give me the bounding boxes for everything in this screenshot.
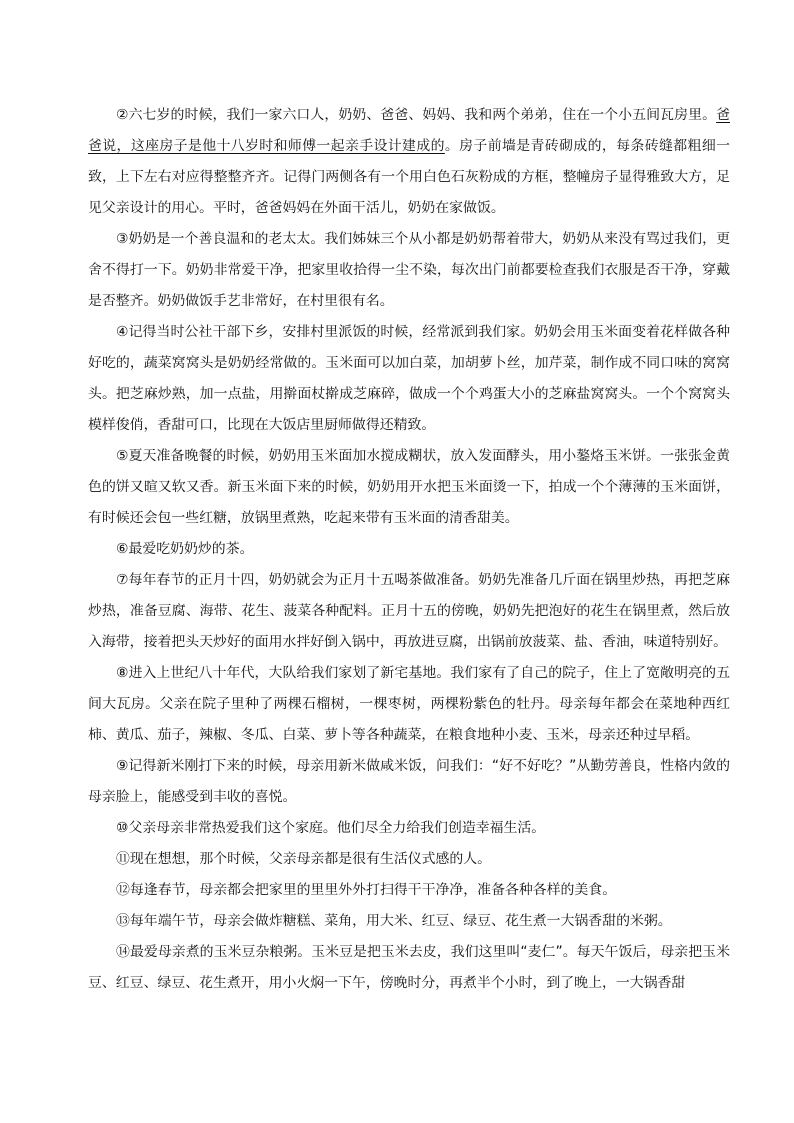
paragraph-text: 现在想想，那个时候，父亲母亲都是很有生活仪式感的人。 xyxy=(129,851,492,867)
document-body xyxy=(88,100,730,999)
paragraph-text: 。房子前墙是青砖砌成的，每条砖缝都粗细一致，上下左右对应得整整齐齐。记得门两侧各有一个用白色石灰粉成的方框，整幢房子显得雅致大方，足见父亲设计的用心。平时，爸爸妈妈在外面干活儿，奶奶在家做饭。 xyxy=(88,138,730,216)
paragraph-text: 六七岁的时候，我们一家六口人，奶奶、爸爸、妈妈、我和两个弟弟，住在一个小五间瓦房里。 xyxy=(128,107,717,123)
paragraph-14 xyxy=(88,937,730,999)
paragraph-number: ③ xyxy=(116,231,129,247)
paragraph-number: ⑨ xyxy=(116,758,129,774)
paragraph-text: 每年端午节，母亲会做炸糖糕、菜角，用大米、红豆、绿豆、花生煮一大锅香甜的米粥。 xyxy=(129,913,672,929)
paragraph-number: ⑥ xyxy=(116,541,129,557)
paragraph-6 xyxy=(88,534,730,565)
paragraph-number: ⑤ xyxy=(116,448,129,464)
paragraph-11 xyxy=(88,844,730,875)
paragraph-12 xyxy=(88,875,730,906)
paragraph-text: 记得当时公社干部下乡，安排村里派饭的时候，经常派到我们家。奶奶会用玉米面变着花样做各种好吃的，蔬菜窝窝头是奶奶经常做的。玉米面可以加白菜，加胡萝卜丝，加芹菜，制作成不同口味的窝窝头。把芝麻炒熟，加一点盐，用擀面杖擀成芝麻碎，做成一个个鸡蛋大小的芝麻盐窝窝头。一个个窝窝头模样俊俏，香甜可口，比现在大饭店里厨师做得还精致。 xyxy=(88,324,731,433)
paragraph-text: 最爱吃奶奶炒的茶。 xyxy=(128,541,254,557)
paragraph-number: ⑭ xyxy=(116,944,130,960)
paragraph-number: ④ xyxy=(116,324,129,340)
paragraph-text: 每年春节的正月十四，奶奶就会为正月十五喝茶做准备。奶奶先准备几斤面在锅里炒热，再把芝麻炒热，准备豆腐、海带、花生、菠菜各种配料。正月十五的傍晚，奶奶先把泡好的花生在锅里煮，然后放入海带，接着把头天炒好的面用水拌好倒入锅中，再放进豆腐，出锅前放菠菜、盐、香油，味道特别好。 xyxy=(88,572,731,650)
paragraph-10 xyxy=(88,813,730,844)
paragraph-5 xyxy=(88,441,730,534)
paragraph-4 xyxy=(88,317,730,441)
paragraph-13 xyxy=(88,906,730,937)
paragraph-text: 进入上世纪八十年代，大队给我们家划了新宅基地。我们家有了自己的院子，住上了宽敞明亮的五间大瓦房。父亲在院子里种了两棵石榴树，一棵枣树，两棵粉紫色的牡丹。母亲每年都会在菜地种西红柿、黄瓜、茄子，辣椒、冬瓜、白菜、萝卜等各种蔬菜，在粮食地种小麦、玉米，母亲还种过早稻。 xyxy=(88,665,731,743)
paragraph-8 xyxy=(88,658,730,751)
underlined-sentence: 爸爸说，这座房子是他十八岁时和师傅一起亲手设计建成的 xyxy=(88,107,731,154)
paragraph-text: 最爱母亲煮的玉米豆杂粮粥。玉米豆是把玉米去皮，我们这里叫“麦仁”。每天午饭后，母亲把玉米豆、红豆、绿豆、花生煮开，用小火焖一下午，傍晚时分，再煮半个小时，到了晚上，一大锅香甜 xyxy=(88,944,730,991)
paragraph-number: ⑬ xyxy=(116,913,130,929)
paragraph-text: 记得新米刚打下来的时候，母亲用新米做咸米饭，问我们：“好不好吃？”从勤劳善良，性格内敛的母亲脸上，能感受到丰收的喜悦。 xyxy=(88,758,731,805)
paragraph-text: 父亲母亲非常热爱我们这个家庭。他们尽全力给我们创造幸福生活。 xyxy=(128,820,546,836)
paragraph-3 xyxy=(88,224,730,317)
paragraph-number: ⑩ xyxy=(116,820,129,836)
paragraph-text: 奶奶是一个善良温和的老太太。我们姊妹三个从小都是奶奶帮着带大，奶奶从来没有骂过我们，更舍不得打一下。奶奶非常爱干净，把家里收拾得一尘不染，每次出门前都要检查我们衣服是否干净，穿戴是否整齐。奶奶做饭手艺非常好，在村里很有名。 xyxy=(88,231,731,309)
paragraph-number: ⑦ xyxy=(116,572,129,588)
paragraph-7 xyxy=(88,565,730,658)
paragraph-9 xyxy=(88,751,730,813)
paragraph-number: ⑧ xyxy=(116,665,129,681)
paragraph-number: ⑫ xyxy=(116,882,130,898)
paragraph-number: ② xyxy=(116,107,129,123)
paragraph-2 xyxy=(88,100,730,224)
paragraph-text: 夏天准备晚餐的时候，奶奶用玉米面加水搅成糊状，放入发面酵头，用小鏊烙玉米饼。一张张金黄色的饼又暄又软又香。新玉米面下来的时候，奶奶用开水把玉米面烫一下，拍成一个个薄薄的玉米面饼，有时候还会包一些红糖，放锅里煮熟，吃起来带有玉米面的清香甜美。 xyxy=(88,448,731,526)
paragraph-number: ⑪ xyxy=(116,851,130,867)
paragraph-text: 每逢春节，母亲都会把家里的里里外外打扫得干干净净，准备各种各样的美食。 xyxy=(129,882,617,898)
